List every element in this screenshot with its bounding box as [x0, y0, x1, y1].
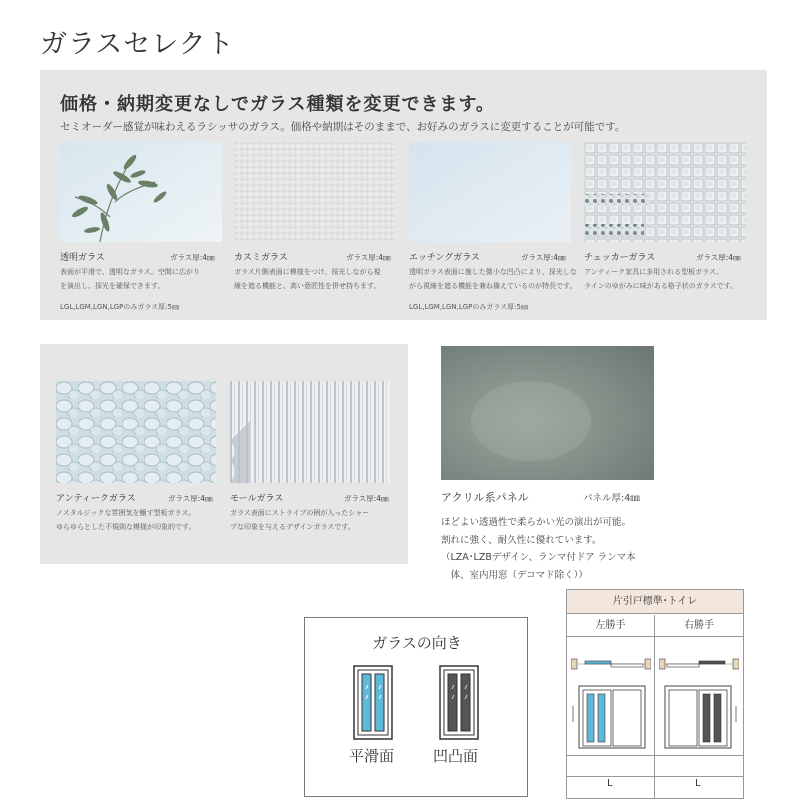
table-header: 片引戸標準･トイレ [567, 590, 743, 614]
glass-desc-line-1: ノスタルジックな雰囲気を醸す型板ガラス。 [56, 509, 196, 517]
glass-name: カスミガラス [234, 253, 288, 263]
headline: 価格・納期変更なしでガラス種類を変更できます。 [60, 94, 496, 115]
glass-desc-line-1: 透明ガラス表面に施した微小な凹凸により、採光しな [409, 268, 577, 276]
glass-card-kasumi[interactable] [234, 142, 396, 302]
glass-name: チェッカーガラス [584, 253, 656, 263]
patterned-glass-panel [40, 344, 408, 564]
glass-name: 透明ガラス [60, 253, 105, 263]
acrylic-name: アクリル系パネル [441, 491, 529, 504]
glass-thickness: ガラス厚:4㎜ [344, 494, 389, 503]
acrylic-thickness: パネル厚:4㎜ [583, 493, 640, 504]
glass-desc-line-2: ゆらゆらとした不規則な模様が印象的です。 [56, 523, 196, 531]
glass-note: LGL,LGM,LGN,LGPのみガラス厚:5㎜ [60, 303, 179, 311]
acrylic-desc-line-3: （LZA･LZBデザイン、ランマ付ドア ランマ本 [441, 552, 636, 563]
glass-desc-line-1: アンティーク家具に多用される型板ガラス。 [584, 268, 724, 276]
acrylic-desc-line-4: 体、室内用窓（デコマド除く）） [441, 569, 588, 581]
checker-glass-swatch [584, 142, 746, 242]
glass-desc-line-2: プな印象を与えるデザインガラスです。 [230, 523, 355, 531]
glass-name: モールガラス [230, 494, 284, 504]
glass-desc-line-2: を演出し、採光を確保できます。 [60, 282, 165, 290]
glass-thickness: ガラス厚:4㎜ [346, 253, 391, 262]
smooth-side-label: 平滑面 [349, 747, 395, 765]
kasumi-glass-swatch [234, 142, 396, 242]
glass-desc-line-1: 表面が平滑で、透明なガラス。空間に広がり [60, 268, 200, 276]
acrylic-desc-line-2: 割れに強く、耐久性に優れています。 [441, 534, 602, 546]
glass-thickness: ガラス厚:4㎜ [168, 494, 213, 503]
left-hand-header: 左勝手 [567, 615, 654, 637]
glass-direction-title: ガラスの向き [372, 634, 462, 652]
textured-side-door-icon [439, 665, 479, 740]
left-dimension-label: L [607, 778, 613, 789]
acrylic-panel-swatch [441, 346, 654, 480]
glass-name: アンティークガラス [56, 494, 136, 504]
smooth-side-door-icon [353, 665, 393, 740]
glass-thickness: ガラス厚:4㎜ [696, 253, 741, 262]
acrylic-desc-line-1: ほどよい透過性で柔らかい光の演出が可能。 [441, 517, 632, 528]
mall-glass-swatch [230, 381, 390, 483]
glass-direction-box [304, 617, 528, 797]
etching-glass-swatch [409, 142, 571, 242]
clear-glass-swatch [60, 142, 222, 242]
glass-card-etching[interactable] [409, 142, 577, 311]
glass-card-checker[interactable] [584, 142, 746, 302]
glass-note: LGL,LGM,LGN,LGPのみガラス厚:5㎜ [409, 303, 528, 311]
textured-side-label: 凹凸面 [433, 747, 479, 765]
glass-desc-line-1: ガラス片側表面に模様をつけ、採光しながら視 [234, 268, 381, 276]
left-hand-door-diagram [571, 656, 651, 751]
glass-desc-line-2: ラインのゆがみに味がある格子状のガラスです。 [584, 282, 738, 290]
right-hand-door-diagram [659, 656, 739, 751]
right-dimension-label: L [695, 778, 701, 789]
glass-desc-line-2: がら視線を遮る機能を兼ね備えているのが特長です。 [409, 282, 577, 290]
row-divider [567, 755, 743, 756]
right-hand-header: 右勝手 [655, 615, 743, 637]
antique-glass-swatch [56, 381, 216, 483]
glass-name: エッチングガラス [409, 253, 480, 263]
page-title: ガラスセレクト [40, 29, 235, 60]
glass-select-panel [40, 70, 767, 320]
glass-thickness: ガラス厚:4㎜ [170, 253, 215, 262]
row-divider [567, 776, 743, 777]
glass-card-mall[interactable] [230, 381, 390, 541]
glass-card-clear[interactable] [60, 142, 222, 311]
glass-desc-line-2: 線を遮る機能と、高い意匠性を併せ持ちます。 [234, 282, 381, 290]
column-divider [654, 615, 655, 799]
subline: セミオーダー感覚が味わえるラシッサのガラス。価格や納期はそのままで、お好みのガラスに変更することが可能です。 [60, 121, 626, 133]
sliding-door-table [566, 589, 744, 799]
glass-desc-line-1: ガラス表面にストライプの柄が入ったシャー [230, 509, 370, 517]
glass-thickness: ガラス厚:4㎜ [521, 253, 566, 262]
glass-card-antique[interactable] [56, 381, 216, 541]
